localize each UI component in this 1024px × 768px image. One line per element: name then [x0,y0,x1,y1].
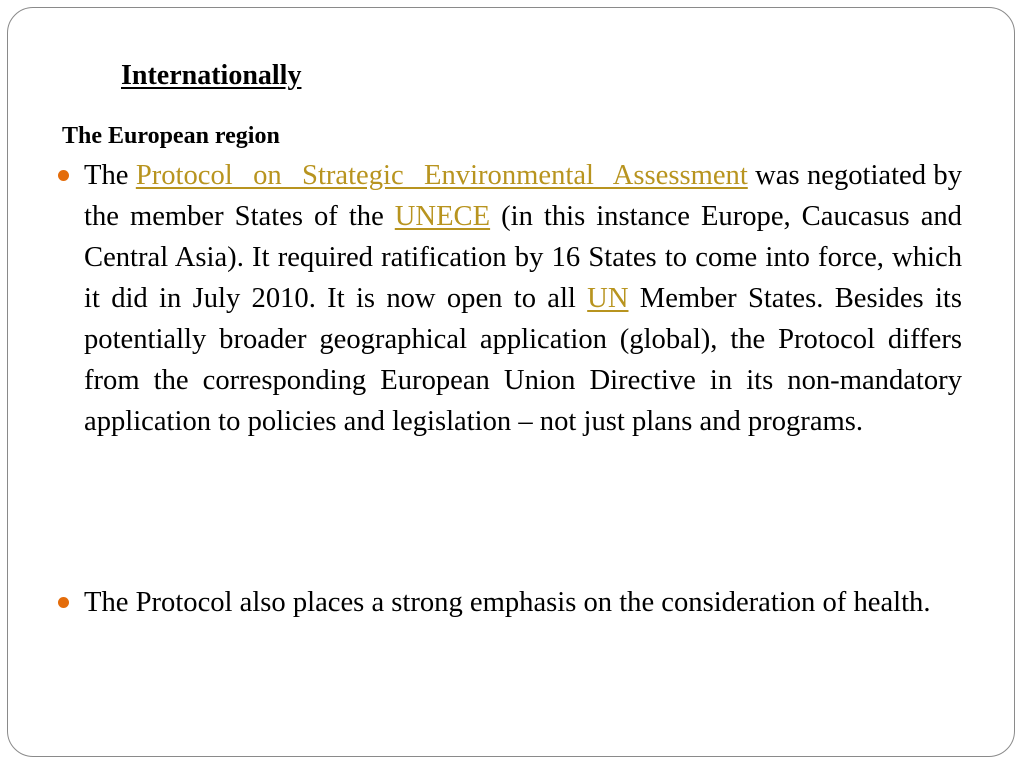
bullet-1-text-middle: was negotiated by the member States of the [84,160,962,232]
bullet-1-text-continued: (in this instance Europe, Caucasus and Central Asia). It required ratification by 16 States to come into force, which it did in July 2010. It is now open to all [84,201,962,314]
bullet-dot-icon [58,597,69,608]
un-link[interactable]: UN [587,283,629,314]
slide-heading: Internationally [121,60,302,91]
protocol-sea-link[interactable]: Protocol on Strategic Environmental Assessment [135,160,748,191]
bullet-paragraph-protocol [84,155,962,442]
bullet-1-text-end: Member States. Besides its potentially broader geographical application (global), the Protocol differs from the corresponding European Union Directive in its non-mandatory application to policies and legislation – not just plans and programs. [84,283,962,437]
bullet-dot-icon [58,170,69,181]
bullet-paragraph-health [84,582,962,623]
bullet-2-text: The Protocol also places a strong emphasis on the consideration of health. [84,587,931,618]
bullet-1-text-start: The [84,160,136,191]
unece-link[interactable]: UNECE [394,201,491,232]
section-subheading: The European region [62,123,280,149]
